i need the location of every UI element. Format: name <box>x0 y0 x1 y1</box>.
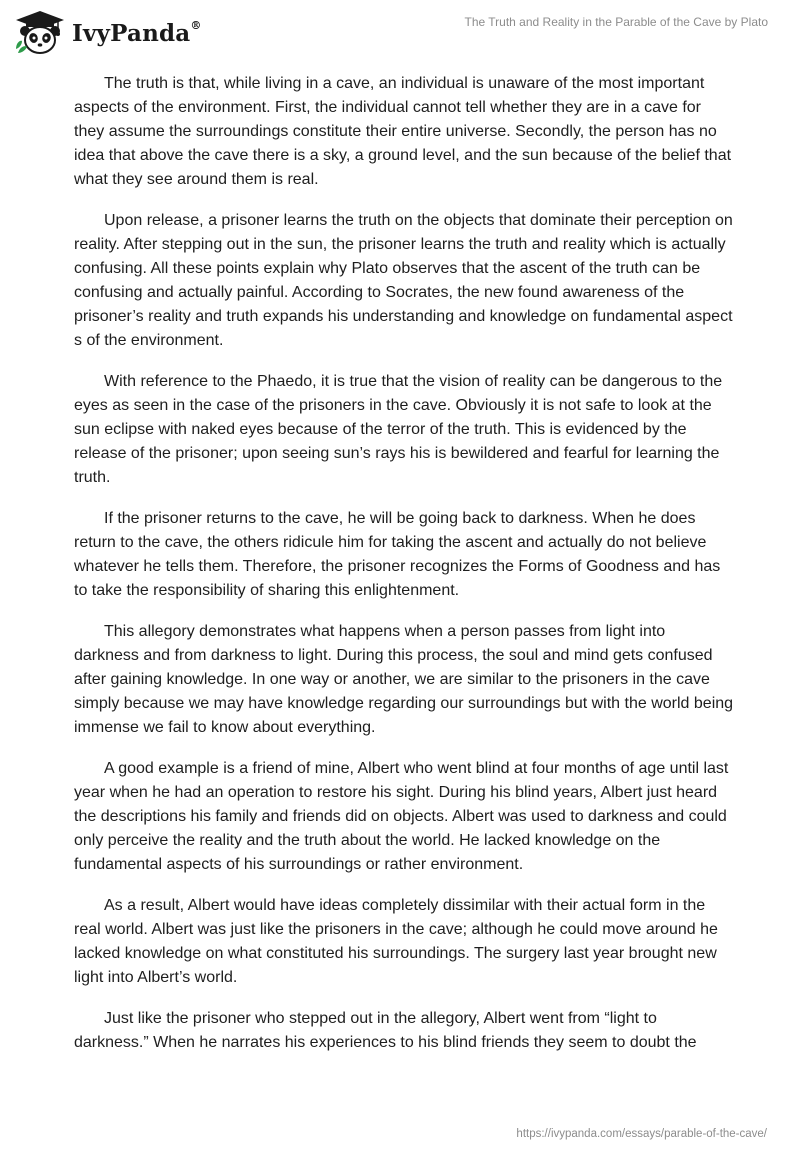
paragraph: Just like the prisoner who stepped out in the allegory, Albert went from “light to darkness.” When he narrates his experiences to his blind friends they seem to doubt the <box>74 1010 697 1051</box>
paragraph: Upon release, a prisoner learns the truth on the objects that dominate their perception on reality. After stepping out in the sun, the prisoner learns the truth and reality which is actually confusing. All these points explain why Plato observes that the ascent of the truth can be confusing and actually painful. According to Socrates, the new found awareness of the prisoner’s reality and truth expands his understanding and knowledge on fundamental aspect s of the environment. <box>74 212 733 349</box>
paragraph: A good example is a friend of mine, Albert who went blind at four months of age until last year when he had an operation to restore his sight. During his blind years, Albert just heard the descriptions his family and friends did on objects. Albert was used to darkness and could only perceive the reality and the truth about the world. He lacked knowledge on the fundamental aspects of his surroundings or rather environment. <box>74 760 729 873</box>
ivypanda-logo[interactable] <box>14 8 202 58</box>
source-url[interactable]: https://ivypanda.com/essays/parable-of-the-cave/ <box>516 1128 767 1140</box>
brand-name: IvyPanda® <box>72 18 202 47</box>
document-title: The Truth and Reality in the Parable of the Cave by Plato <box>464 15 768 29</box>
paragraph: This allegory demonstrates what happens when a person passes from light into darkness and from darkness to light. During this process, the soul and mind gets confused after gaining knowledge. In one way or another, we are similar to the prisoners in the cave simply because we may have knowledge regarding our surroundings but with the world being immense we fail to know about everything. <box>74 623 734 736</box>
essay-body <box>74 72 734 1072</box>
paragraph: With reference to the Phaedo, it is true that the vision of reality can be dangerous to the eyes as seen in the case of the prisoners in the cave. Obviously it is not safe to look at the sun eclipse with naked eyes because of the terror of the truth. This is evidenced by the release of the prisoner; upon seeing sun’s rays his is bewildered and fearful for learning the truth. <box>74 373 723 486</box>
paragraph: If the prisoner returns to the cave, he will be going back to darkness. When he does return to the cave, the others ridicule him for taking the ascent and actually do not believe whatever he tells them. Therefore, the prisoner recognizes the Forms of Goodness and has to take the responsibility of sharing this enlightenment. <box>74 510 721 599</box>
paragraph: The truth is that, while living in a cave, an individual is unaware of the most important aspects of the environment. First, the individual cannot tell whether they are in a cave for they assume the surroundings constitute their entire universe. Secondly, the person has no idea that above the cave there is a sky, a ground level, and the sun because of the belief that what they see around them is real. <box>74 75 732 188</box>
panda-graduate-icon <box>14 9 66 57</box>
page-header <box>0 0 800 70</box>
paragraph: As a result, Albert would have ideas completely dissimilar with their actual form in the real world. Albert was just like the prisoners in the cave; although he could move around he lacked knowledge on what constituted his surroundings. The surgery last year brought new light into Albert’s world. <box>74 897 718 986</box>
